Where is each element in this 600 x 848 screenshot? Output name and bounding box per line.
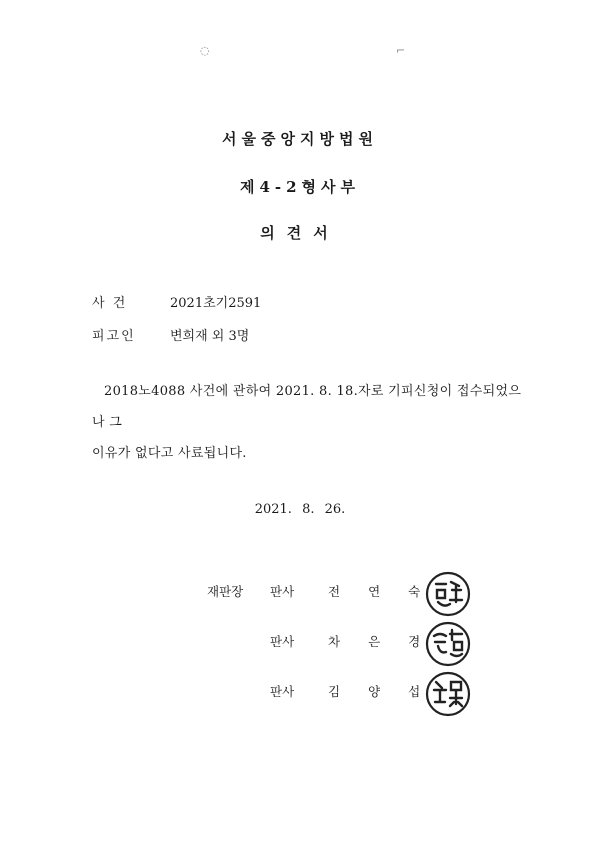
defendant-field [92,325,249,344]
defendant-label: 피고인 [92,329,136,344]
seal-icon [424,620,472,668]
division-name: 제4-2형사부 [239,178,361,196]
scan-speck-mark: ◌ [200,44,210,57]
document-date: 2021. 8. 26. [254,502,346,517]
judge-name: 차은경 [328,634,449,649]
signature-row [0,682,600,722]
judge-name: 김양섭 [328,684,449,699]
defendant-names: 변희재 외 3명 [170,329,250,344]
judge-role: 재판장 [207,584,244,599]
opinion-line-2: 이유가 없다고 사료됩니다. [92,446,247,461]
judge-title: 판사 [270,634,295,649]
opinion-body [92,376,532,469]
signature-row [0,632,600,672]
opinion-line-1: 2018노4088 사건에 관하여 2021. 8. 18.자로 기피신청이 접수되었으나 그 [92,384,522,430]
judge-title: 판사 [270,684,295,699]
document-title: 의견서 [260,224,340,242]
judge-title: 판사 [270,584,295,599]
case-number: 2021초기2591 [170,296,262,311]
scan-speck-mark: ⌐ [396,44,406,57]
judge-name: 전연숙 [328,584,449,599]
case-label: 사 건 [92,296,128,311]
seal-icon [424,570,472,618]
court-name: 서울중앙지방법원 [222,130,378,148]
signature-row [0,582,600,622]
seal-icon [424,670,472,718]
case-field [92,292,261,311]
